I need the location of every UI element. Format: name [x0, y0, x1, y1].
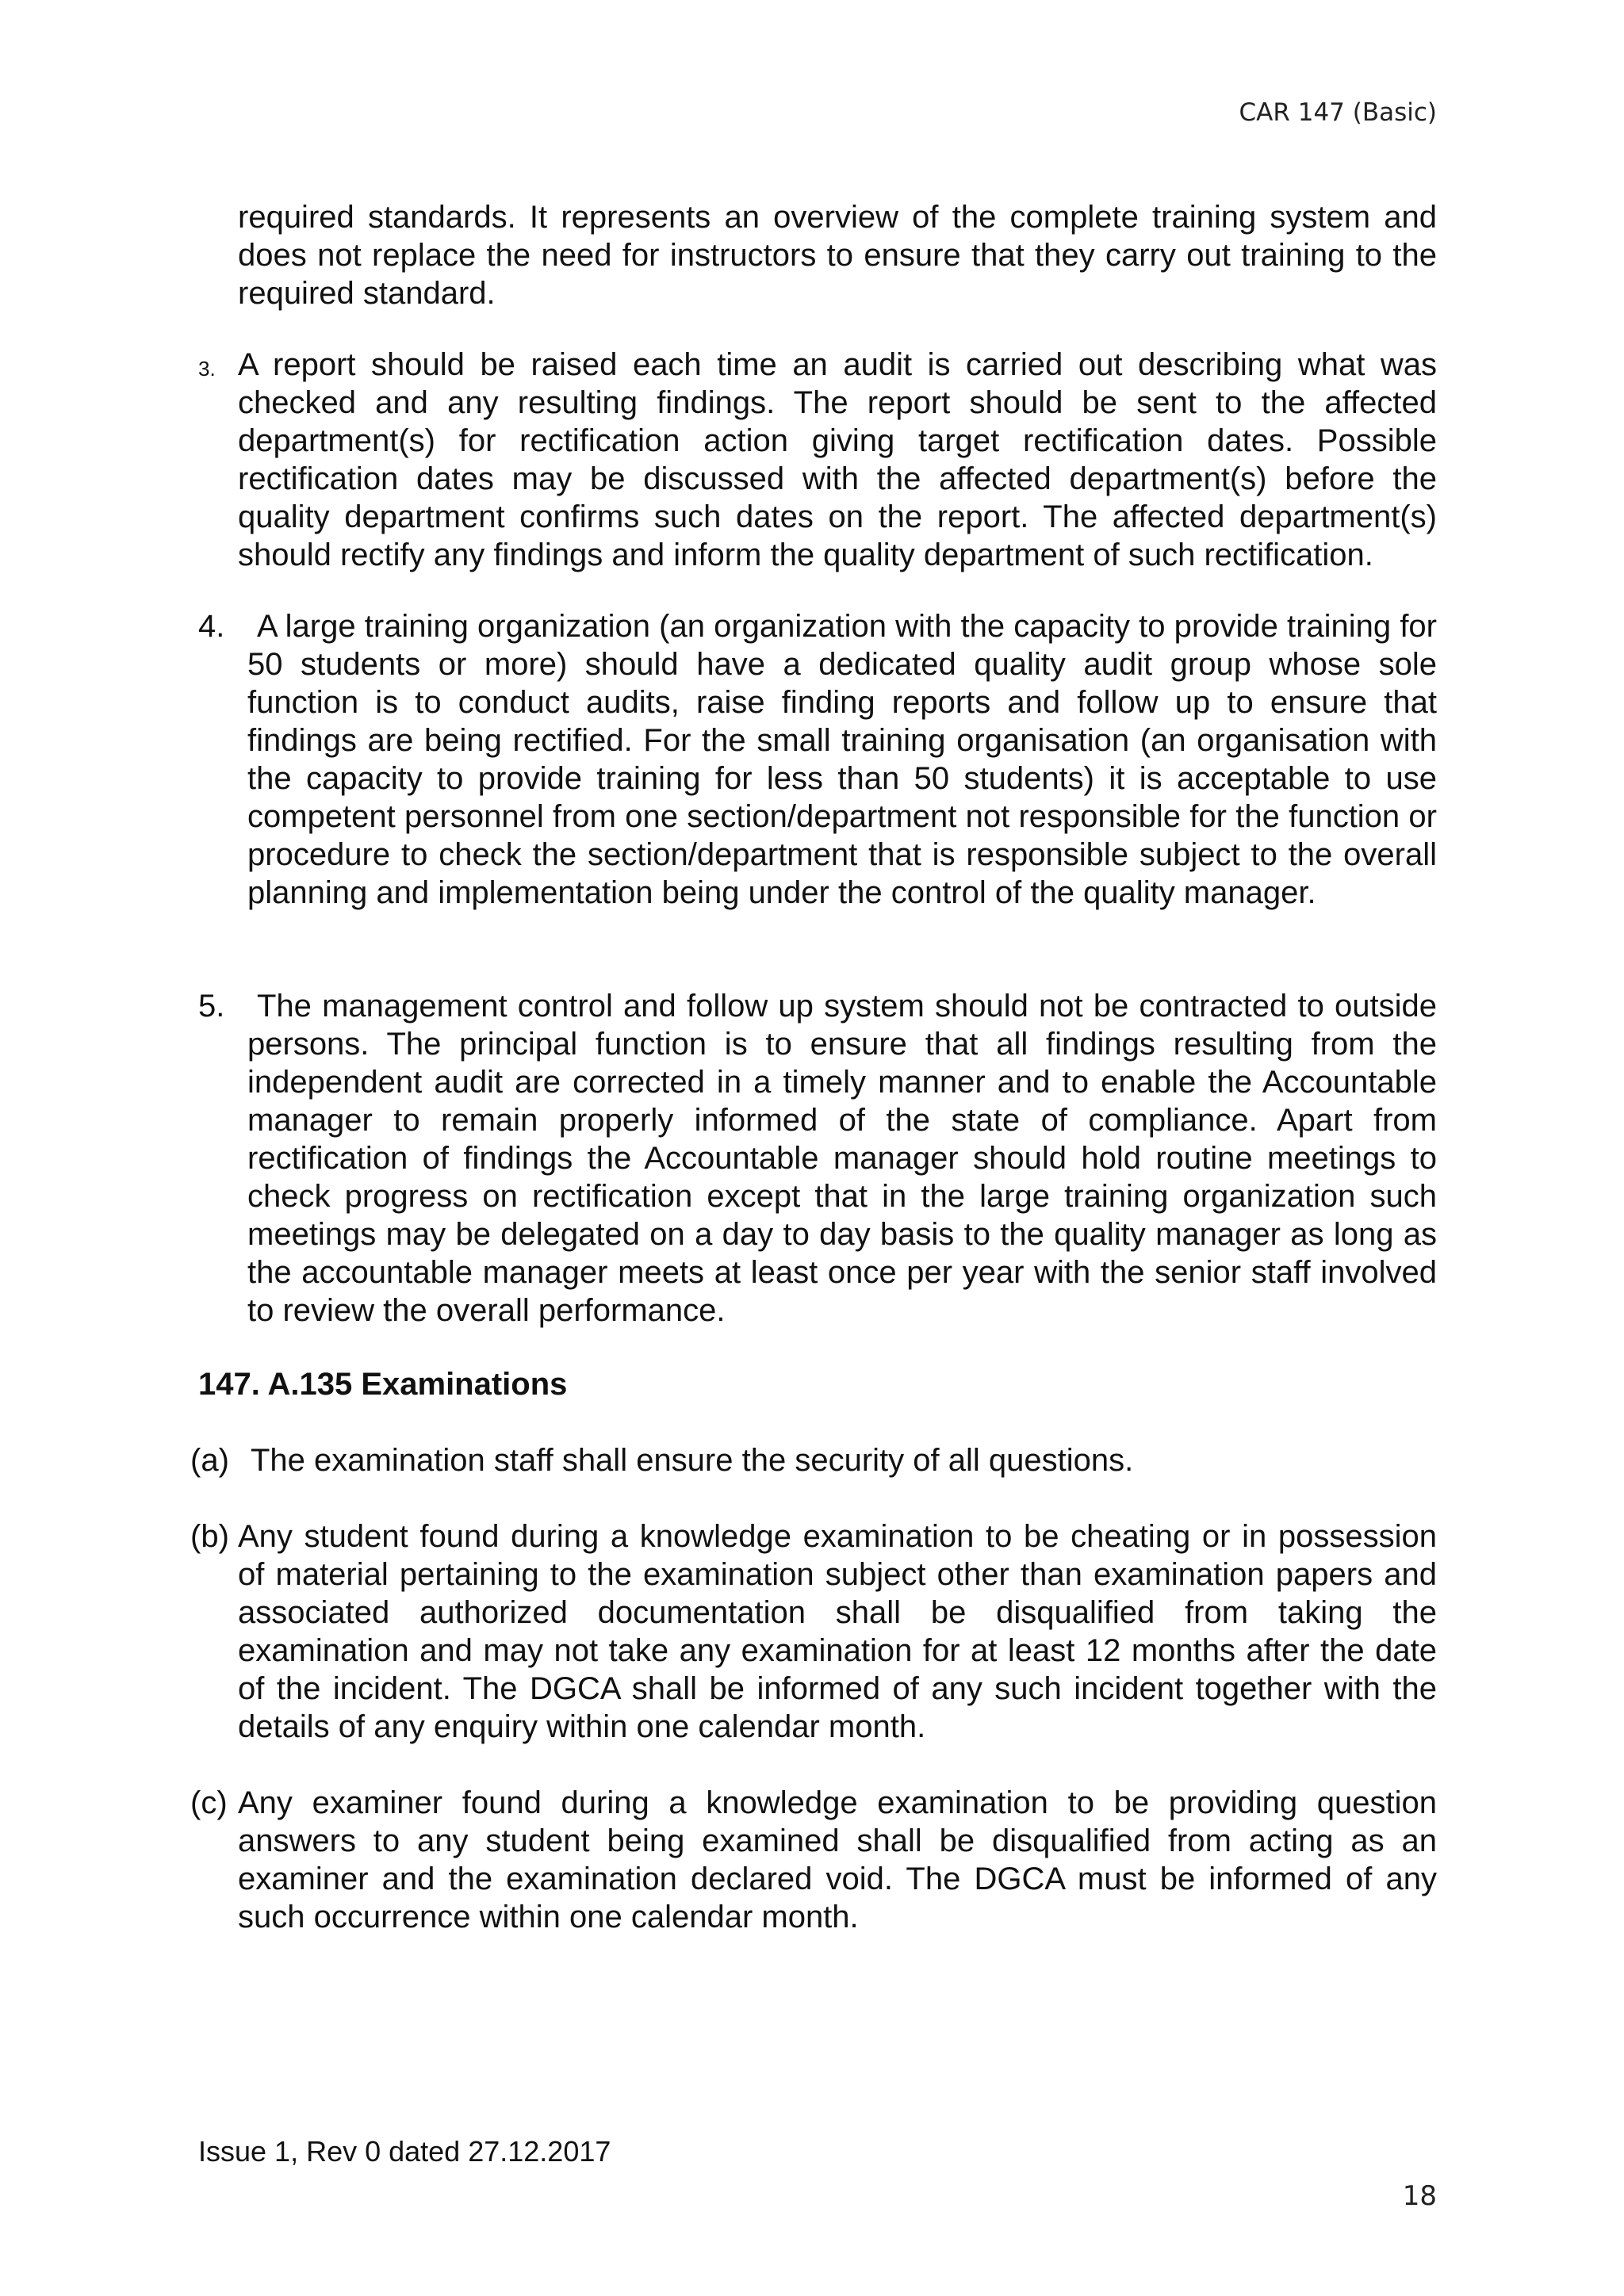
- clause-b-text: Any student found during a knowledge examination to be cheating or in possession of material pertaining to the examination subject other than examination papers and associated authorized documentation shall be disqualified from taking the examination and may not take any examination for at least 12 months after the date of the incident. The DGCA shall be informed of any such incident together with the details of any enquiry within one calendar month.: [238, 1519, 1437, 1744]
- clause-a-label: (a): [190, 1443, 229, 1478]
- page-number: 18: [1402, 2180, 1437, 2212]
- clause-a-text: The examination staff shall ensure the security of all questions.: [251, 1443, 1134, 1478]
- item-5-number: 5.: [198, 989, 225, 1024]
- clause-b-label: (b): [190, 1519, 229, 1554]
- item-4-text: A large training organization (an organization with the capacity to provide training for 50 students or more) should have a dedicated quality audit group whose sole function is to conduct audits, raise finding reports and follow up to ensure that findings are being rectified. For the small training organisation (an organisation with the capacity to provide training for less than 50 students) it is acceptable to use competent personnel from one section/department not responsible for the function or procedure to check the section/department that is responsible subject to the overall planning and implementation being under the control of the quality manager.: [247, 609, 1437, 910]
- item-3-number: 3.: [198, 357, 216, 381]
- item-4-paragraph: [247, 607, 1437, 912]
- item-3-paragraph: [238, 346, 1437, 574]
- clause-b-paragraph: [238, 1517, 1437, 1746]
- item-4-number: 4.: [198, 609, 225, 644]
- section-heading: 147. A.135 Examinations: [198, 1367, 568, 1402]
- continuation-text: required standards. It represents an overview of the complete training system and does not replace the need for instructors to ensure that they carry out training to the required standard.: [238, 200, 1437, 311]
- clause-c-label: (c): [190, 1785, 228, 1820]
- item-5-text: The management control and follow up system should not be contracted to outside persons. The principal function is to ensure that all findings resulting from the independent audit are corrected in a timely manner and to enable the Accountable manager to remain properly informed of the state of compliance. Apart from rectification of findings the Accountable manager should hold routine meetings to check progress on rectification except that in the large training organization such meetings may be delegated on a day to day basis to the quality manager as long as the accountable manager meets at least once per year with the senior staff involved to review the overall performance.: [247, 989, 1437, 1328]
- clause-c-paragraph: [238, 1784, 1437, 1936]
- footer-issue-line: Issue 1, Rev 0 dated 27.12.2017: [198, 2135, 611, 2168]
- continuation-paragraph: [238, 198, 1437, 312]
- clause-a-paragraph: [251, 1441, 1437, 1479]
- document-header-label: CAR 147 (Basic): [1239, 98, 1437, 127]
- clause-c-text: Any examiner found during a knowledge examination to be providing question answers to any student being examined shall be disqualified from acting as an examiner and the examination declared void. The DGCA must be informed of any such occurrence within one calendar month.: [238, 1785, 1437, 1934]
- item-3-text: A report should be raised each time an audit is carried out describing what was checked and any resulting findings. The report should be sent to the affected department(s) for rectification action giving target rectification dates. Possible rectification dates may be discussed with the affected department(s) before the quality department confirms such dates on the report. The affected department(s) should rectify any findings and inform the quality department of such rectification.: [238, 347, 1437, 572]
- item-5-paragraph: [247, 987, 1437, 1330]
